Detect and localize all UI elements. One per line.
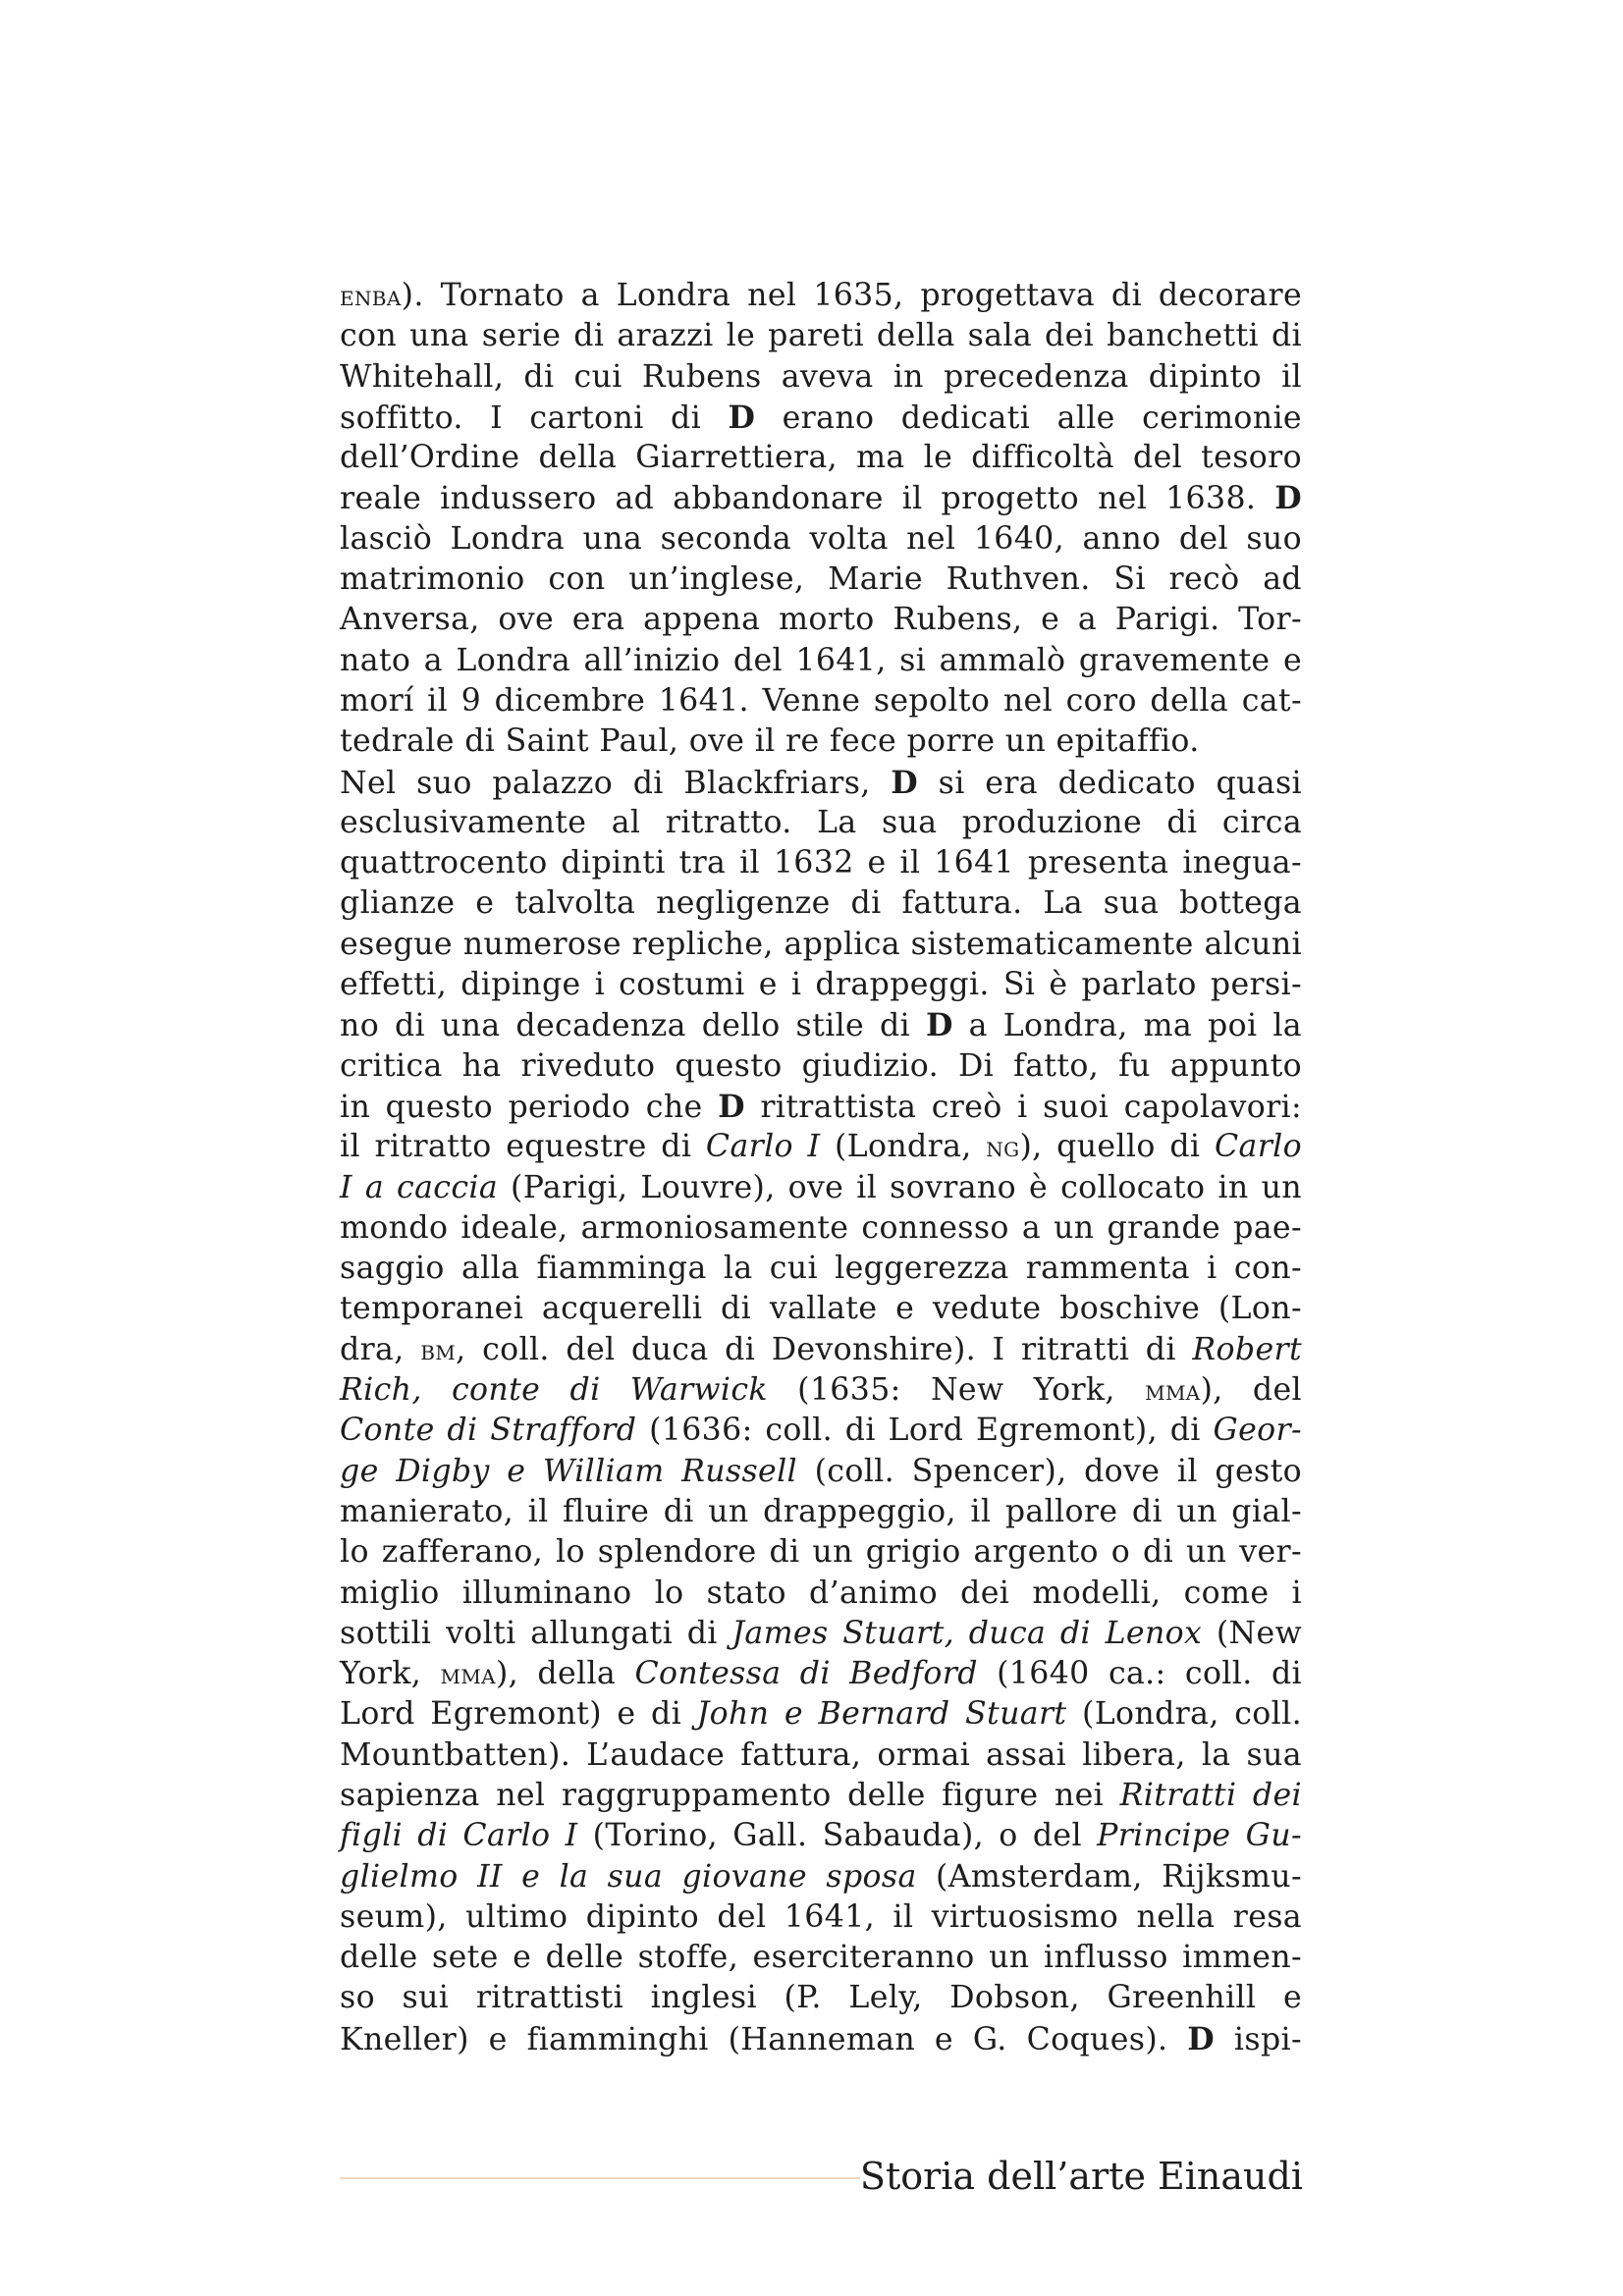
- text-line: [340, 883, 1302, 924]
- text-line: [340, 316, 1302, 356]
- artwork-title: glielmo II e la sua giovane sposa: [340, 1858, 917, 1895]
- text-segment: si era dedicato quasi: [918, 765, 1302, 801]
- text-line: [340, 641, 1302, 681]
- text-line: [340, 1005, 1302, 1045]
- text-segment: effetti, dipinge i costumi e i drappeggi. Si è parlato persi-: [340, 967, 1302, 1003]
- text-segment: ), quello di: [1019, 1129, 1216, 1165]
- text-segment: erano dedicati alle cerimonie: [755, 400, 1302, 436]
- text-segment: sottili volti allungati di: [340, 1615, 732, 1651]
- text-segment: Lord Egremont) e di: [340, 1696, 697, 1733]
- text-segment: (Parigi, Louvre), ove il sovrano è collocato in un: [498, 1169, 1302, 1205]
- text-segment: ), del: [1200, 1372, 1302, 1409]
- text-line: [340, 925, 1302, 965]
- artwork-title: Carlo I: [705, 1129, 821, 1165]
- text-line: [340, 1938, 1302, 1978]
- museum-abbreviation: mma: [1145, 1374, 1201, 1408]
- text-line: [340, 398, 1302, 438]
- text-segment: dell’Ordine della Giarrettiera, ma le difficoltà del tesoro: [340, 440, 1302, 476]
- artwork-title: ge Digby e William Russell: [340, 1453, 798, 1489]
- text-segment: no di una decadenza dello stile di: [340, 1008, 926, 1044]
- museum-abbreviation: enba: [340, 280, 402, 312]
- artwork-title: Geor-: [1213, 1413, 1302, 1449]
- artwork-title: figli di Carlo I: [340, 1818, 578, 1854]
- body-text: [340, 276, 1302, 2059]
- text-line: [340, 1614, 1302, 1654]
- text-line: [340, 560, 1302, 600]
- text-segment: esclusivamente al ritratto. La sua produzione di circa: [340, 804, 1302, 840]
- text-segment: soffitto. I cartoni di: [340, 400, 729, 436]
- text-line: [340, 1816, 1302, 1856]
- text-line: [340, 1694, 1302, 1735]
- text-segment: quattrocento dipinti tra il 1632 e il 1641 presenta inegua-: [340, 845, 1302, 881]
- text-segment: ), della: [495, 1656, 635, 1692]
- text-segment: Whitehall, di cui Rubens aveva in precedenza dipinto il: [340, 358, 1302, 395]
- author-initial: D: [925, 1007, 953, 1044]
- text-segment: lo zafferano, lo splendore di un grigio argento o di un ver-: [340, 1534, 1302, 1571]
- author-initial: D: [891, 764, 919, 801]
- author-initial: D: [1274, 480, 1302, 517]
- artwork-title: Rich, conte di Warwick: [340, 1372, 768, 1409]
- text-segment: il ritratto equestre di: [340, 1129, 706, 1165]
- text-segment: Kneller) e fiamminghi (Hanneman e G. Coques).: [340, 2021, 1188, 2057]
- footer-rule: [340, 2177, 860, 2179]
- artwork-title: Robert: [1192, 1331, 1303, 1367]
- text-line: [340, 1411, 1302, 1451]
- text-segment: temporanei acquerelli di vallate e vedute boschive (Lon-: [340, 1291, 1302, 1327]
- text-line: [340, 721, 1302, 762]
- text-segment: miglio illuminano lo stato d’animo dei modelli, come i: [340, 1575, 1302, 1611]
- text-segment: nato a Londra all’inizio del 1641, si ammalò gravemente e: [340, 642, 1302, 678]
- text-line: [340, 1249, 1302, 1289]
- artwork-title: Principe Gu-: [1097, 1818, 1302, 1854]
- text-segment: ritrattista creò i suoi capolavori:: [744, 1089, 1302, 1125]
- text-segment: (Amsterdam, Rijksmu-: [916, 1858, 1302, 1895]
- text-segment: York,: [340, 1656, 441, 1692]
- text-line: [340, 1330, 1302, 1370]
- text-segment: so sui ritrattisti inglesi (P. Lely, Dobson, Greenhill e: [340, 1980, 1302, 2016]
- text-line: [340, 2019, 1302, 2059]
- text-segment: ispi-: [1215, 2021, 1302, 2057]
- artwork-title: Carlo: [1215, 1129, 1303, 1165]
- museum-abbreviation: bm: [420, 1333, 457, 1366]
- text-segment: dra,: [340, 1331, 421, 1367]
- text-line: [340, 438, 1302, 478]
- text-line: [340, 1452, 1302, 1492]
- text-segment: Anversa, ove era appena morto Rubens, e a Parigi. Tor-: [340, 602, 1302, 638]
- text-line: [340, 1978, 1302, 2018]
- text-segment: saggio alla fiamminga la cui leggerezza rammenta i con-: [340, 1251, 1302, 1287]
- text-line: [340, 763, 1302, 803]
- text-line: [340, 843, 1302, 883]
- text-segment: (Torino, Gall. Sabauda), o del: [577, 1818, 1098, 1854]
- author-initial: D: [1187, 2020, 1216, 2057]
- text-segment: delle sete e delle stoffe, eserciteranno un influsso immen-: [340, 1940, 1302, 1976]
- artwork-title: Conte di Strafford: [340, 1413, 637, 1449]
- museum-abbreviation: mma: [440, 1658, 496, 1691]
- text-line: [340, 1289, 1302, 1329]
- text-line: [340, 1208, 1302, 1249]
- text-segment: a Londra, ma poi la: [952, 1008, 1302, 1044]
- text-segment: in questo periodo che: [340, 1089, 719, 1125]
- text-segment: seum), ultimo dipinto del 1641, il virtuosismo nella resa: [340, 1898, 1302, 1935]
- text-segment: esegue numerose repliche, applica sistematicamente alcuni: [340, 926, 1302, 962]
- author-initial: D: [728, 399, 756, 436]
- text-line: [340, 1168, 1302, 1208]
- text-segment: Mountbatten). L’audace fattura, ormai assai libera, la sua: [340, 1736, 1302, 1773]
- text-line: [340, 1735, 1302, 1776]
- text-segment: (Londra, coll.: [1066, 1696, 1302, 1733]
- text-line: [340, 519, 1302, 560]
- text-segment: morí il 9 dicembre 1641. Venne sepolto nel coro della cat-: [340, 682, 1302, 719]
- text-line: [340, 1127, 1302, 1167]
- text-line: [340, 965, 1302, 1005]
- text-segment: lasciò Londra una seconda volta nel 1640, anno del suo: [340, 520, 1302, 557]
- text-segment: (coll. Spencer), dove il gesto: [797, 1453, 1302, 1489]
- text-segment: matrimonio con un’inglese, Marie Ruthven. Si recò ad: [340, 561, 1302, 598]
- text-line: [340, 681, 1302, 721]
- text-segment: , coll. del duca di Devonshire). I ritratti di: [456, 1331, 1193, 1367]
- text-line: [340, 478, 1302, 518]
- footer-title: Storia dell’arte Einaudi: [859, 2155, 1303, 2198]
- text-segment: ). Tornato a Londra nel 1635, progettava di decorare: [401, 278, 1302, 313]
- text-line: [340, 1857, 1302, 1897]
- artwork-title: John e Bernard Stuart: [696, 1696, 1067, 1733]
- text-line: [340, 1087, 1302, 1127]
- text-line: [340, 600, 1302, 640]
- text-line: [340, 357, 1302, 398]
- text-line: [340, 276, 1302, 316]
- museum-abbreviation: ng: [986, 1131, 1020, 1164]
- text-line: [340, 1492, 1302, 1532]
- text-segment: reale indussero ad abbandonare il progetto nel 1638.: [340, 481, 1275, 517]
- text-segment: critica ha riveduto questo giudizio. Di fatto, fu appunto: [340, 1047, 1302, 1084]
- text-line: [340, 803, 1302, 843]
- artwork-title: I a caccia: [340, 1169, 499, 1205]
- artwork-title: Contessa di Bedford: [634, 1656, 978, 1692]
- text-line: [340, 1370, 1302, 1411]
- text-segment: Nel suo palazzo di Blackfriars,: [340, 765, 892, 801]
- text-segment: (Londra,: [820, 1129, 987, 1165]
- artwork-title: James Stuart, duca di Lenox: [731, 1615, 1203, 1651]
- text-segment: tedrale di Saint Paul, ove il re fece porre un epitaffio.: [340, 723, 1200, 760]
- text-line: [340, 1574, 1302, 1614]
- text-segment: (1636: coll. di Lord Egremont), di: [636, 1413, 1214, 1449]
- text-segment: mondo ideale, armoniosamente connesso a un grande pae-: [340, 1209, 1302, 1246]
- author-initial: D: [718, 1088, 745, 1125]
- artwork-title: Ritratti dei: [1119, 1777, 1302, 1813]
- text-segment: manierato, il fluire di un drappeggio, il pallore di un gial-: [340, 1493, 1302, 1529]
- text-segment: glianze e talvolta negligenze di fattura. La sua bottega: [340, 885, 1302, 922]
- text-line: [340, 1532, 1302, 1573]
- text-segment: sapienza nel raggruppamento delle figure nei: [340, 1777, 1120, 1813]
- text-segment: (1635: New York,: [767, 1372, 1146, 1409]
- text-line: [340, 1654, 1302, 1694]
- text-line: [340, 1897, 1302, 1938]
- text-segment: (New: [1202, 1615, 1302, 1651]
- text-segment: con una serie di arazzi le pareti della sala dei banchetti di: [340, 318, 1302, 354]
- text-line: [340, 1776, 1302, 1816]
- text-segment: (1640 ca.: coll. di: [977, 1656, 1302, 1692]
- text-line: [340, 1046, 1302, 1087]
